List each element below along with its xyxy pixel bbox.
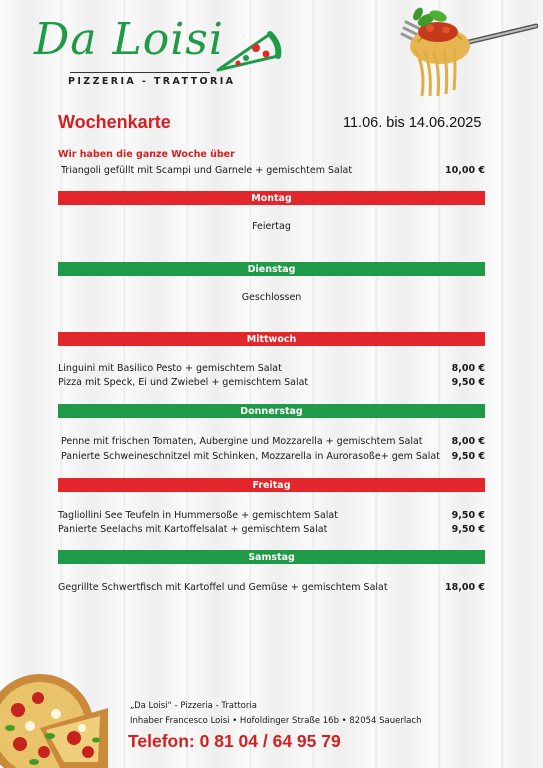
dish-row — [58, 434, 485, 448]
pizza-slice-icon — [212, 26, 284, 78]
weekly-special-heading: Wir haben die ganze Woche über — [58, 149, 235, 160]
dish-price: 8,00 € — [451, 362, 485, 374]
day-band-samstag: Samstag — [58, 550, 485, 564]
dish-row — [58, 508, 485, 522]
logo-subtitle: PIZZERIA - TRATTORIA — [68, 76, 236, 87]
footer-phone: Telefon: 0 81 04 / 64 95 79 — [128, 731, 341, 751]
dish-name: Penne mit frischen Tomaten, Aubergine und Mozzarella + gemischtem Salat — [61, 435, 423, 447]
dish-price: 9,50 € — [451, 523, 485, 535]
dish-name: Tagliollini See Teufeln in Hummersoße + gemischtem Salat — [58, 509, 338, 521]
dish-name: Pizza mit Speck, Ei und Zwiebel + gemischtem Salat — [58, 376, 309, 388]
dish-name: Gegrillte Schwertfisch mit Kartoffel und Gemüse + gemischtem Salat — [58, 581, 388, 593]
dish-name: Triangoli gefüllt mit Scampi und Garnele + gemischtem Salat — [61, 164, 353, 176]
day-band-mittwoch: Mittwoch — [58, 332, 485, 346]
day-note-dienstag: Geschlossen — [241, 292, 302, 303]
dish-row — [58, 361, 485, 375]
dish-row — [58, 375, 485, 389]
day-band-dienstag: Dienstag — [58, 262, 485, 276]
dish-name: Panierte Seelachs mit Kartoffelsalat + gemischtem Salat — [58, 523, 328, 535]
weekly-dish — [58, 163, 485, 177]
dish-row — [58, 522, 485, 536]
dish-row — [58, 449, 485, 463]
day-band-freitag: Freitag — [58, 478, 485, 492]
logo-divider — [70, 72, 210, 73]
dish-price: 9,50 € — [451, 376, 485, 388]
dish-price: 9,50 € — [451, 450, 485, 462]
date-range: 11.06. bis 14.06.2025 — [343, 115, 482, 131]
page-title: Wochenkarte — [58, 112, 171, 132]
dish-price: 9,50 € — [451, 509, 485, 521]
dish-price: 8,00 € — [451, 435, 485, 447]
logo-wordmark: Da Loisi — [34, 14, 224, 65]
dish-name: Panierte Schweineschnitzel mit Schinken, Mozzarella in Aurorasoße+ gem Salat — [61, 450, 440, 462]
pizza-bottom-icon — [0, 664, 112, 768]
dish-row — [58, 580, 485, 594]
day-band-donnerstag: Donnerstag — [58, 404, 485, 418]
footer-owner-address: Inhaber Francesco Loisi • Hofoldinger Straße 16b • 82054 Sauerlach — [130, 716, 422, 726]
day-note-montag: Feiertag — [252, 221, 291, 232]
pasta-fork-icon — [392, 6, 538, 98]
dish-price: 18,00 € — [445, 581, 485, 593]
dish-name: Linguini mit Basilico Pesto + gemischtem Salat — [58, 362, 282, 374]
day-band-montag: Montag — [58, 191, 485, 205]
dish-price: 10,00 € — [445, 164, 485, 176]
footer-business-name: „Da Loisi“ - Pizzeria - Trattoria — [130, 701, 257, 711]
